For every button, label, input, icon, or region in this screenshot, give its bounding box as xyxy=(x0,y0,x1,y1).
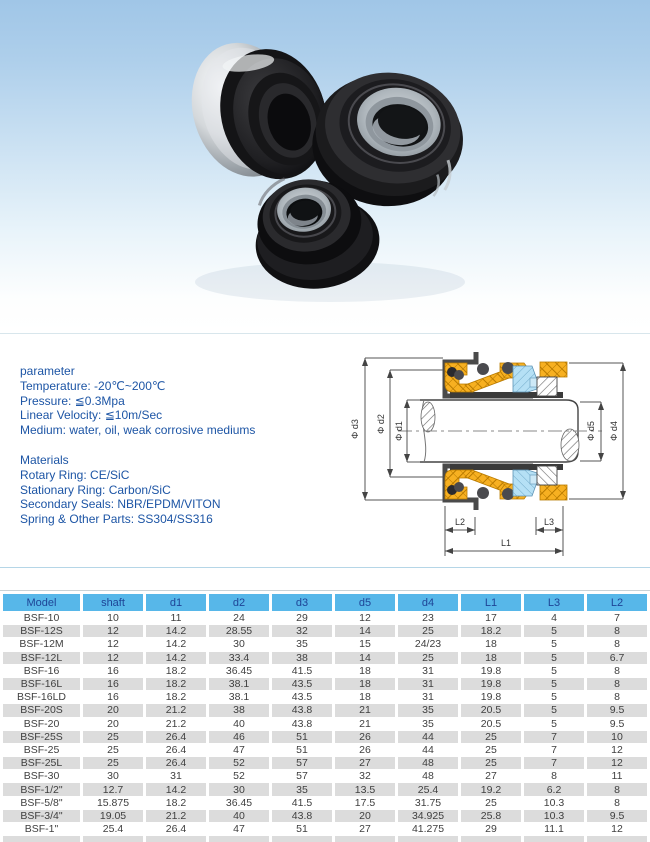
table-cell: 8 xyxy=(524,770,584,782)
dimension-label-L3: L3 xyxy=(543,517,555,527)
table-cell: 18 xyxy=(335,691,395,703)
table-cell: 24 xyxy=(209,612,269,624)
shaft-break-hatch-right xyxy=(561,429,579,461)
table-row xyxy=(3,836,647,842)
table-cell: 16 xyxy=(83,678,143,690)
table-cell: 5 xyxy=(524,704,584,716)
table-cell: 8 xyxy=(587,638,647,650)
spring-coil xyxy=(502,362,514,374)
table-cell: 47 xyxy=(209,744,269,756)
table-cell: 21.2 xyxy=(146,704,206,716)
table-cell: 12 xyxy=(335,612,395,624)
table-cell: 6.7 xyxy=(587,652,647,664)
table-cell: 31 xyxy=(146,770,206,782)
table-cell: 27 xyxy=(461,770,521,782)
specs-section xyxy=(0,334,650,568)
table-cell: 17.5 xyxy=(335,797,395,809)
table-cell: 11 xyxy=(587,770,647,782)
parameter-line: Medium: water, oil, weak corrosive mediums xyxy=(20,423,256,438)
table-cell: 31.75 xyxy=(398,797,458,809)
table-cell: BSF-30 xyxy=(3,770,80,782)
table-cell: 40 xyxy=(209,718,269,730)
table-cell: 25 xyxy=(83,731,143,743)
table-cell: 33.4 xyxy=(209,652,269,664)
table-cell: 32 xyxy=(272,625,332,637)
table-cell: 20.5 xyxy=(461,718,521,730)
elastomer-cup xyxy=(540,362,567,377)
table-cell: 16 xyxy=(83,665,143,677)
table-cell: 43.8 xyxy=(272,704,332,716)
table-cell: 51 xyxy=(272,731,332,743)
table-cell xyxy=(461,836,521,842)
seal-cross-section-diagram xyxy=(330,342,650,568)
table-cell xyxy=(209,836,269,842)
table-header-row xyxy=(3,594,647,611)
table-cell: 57 xyxy=(272,757,332,769)
table-cell xyxy=(272,836,332,842)
table-cell: 7 xyxy=(524,744,584,756)
table-cell: BSF-12S xyxy=(3,625,80,637)
table-cell: 13.5 xyxy=(335,783,395,795)
table-cell: 19.8 xyxy=(461,691,521,703)
product-photo-section xyxy=(0,0,650,334)
table-cell xyxy=(335,836,395,842)
table-cell xyxy=(587,836,647,842)
table-cell: 47 xyxy=(209,823,269,835)
table-cell: 5 xyxy=(524,665,584,677)
table-cell: 25 xyxy=(461,797,521,809)
table-cell: 12 xyxy=(587,823,647,835)
parameter-lines xyxy=(20,379,255,438)
table-cell: 15.875 xyxy=(83,797,143,809)
table-cell: 36.45 xyxy=(209,797,269,809)
table-cell: 41.5 xyxy=(272,665,332,677)
table-cell: 14.2 xyxy=(146,783,206,795)
table-cell: BSF-10 xyxy=(3,612,80,624)
table-cell: 12 xyxy=(83,638,143,650)
table-cell: 32 xyxy=(335,770,395,782)
table-cell: 9.5 xyxy=(587,718,647,730)
table-cell: 38 xyxy=(209,704,269,716)
table-cell: 26.4 xyxy=(146,744,206,756)
parameters-title: parameter xyxy=(20,364,75,378)
table-cell: 10.3 xyxy=(524,810,584,822)
table-cell: BSF-25S xyxy=(3,731,80,743)
table-cell: 7 xyxy=(587,612,647,624)
table-cell: 19.05 xyxy=(83,810,143,822)
table-cell: 5 xyxy=(524,652,584,664)
table-cell: 31 xyxy=(398,665,458,677)
table-cell: 7 xyxy=(524,757,584,769)
table-cell: 14.2 xyxy=(146,625,206,637)
table-cell: BSF-16LD xyxy=(3,691,80,703)
table-cell: 25 xyxy=(461,731,521,743)
table-cell: 26.4 xyxy=(146,731,206,743)
dimension-label-L1: L1 xyxy=(500,538,512,548)
table-cell: BSF-20S xyxy=(3,704,80,716)
table-cell: 8 xyxy=(587,691,647,703)
column-header: L2 xyxy=(587,594,647,611)
table-row xyxy=(3,823,647,835)
table-cell: 25.8 xyxy=(461,810,521,822)
table-row xyxy=(3,665,647,677)
column-header: d1 xyxy=(146,594,206,611)
table-cell: 21 xyxy=(335,718,395,730)
table-cell: 35 xyxy=(398,718,458,730)
table-cell: 8 xyxy=(587,665,647,677)
product-photo xyxy=(0,0,650,333)
table-cell: 43.8 xyxy=(272,810,332,822)
table-cell: 35 xyxy=(272,638,332,650)
column-header: d2 xyxy=(209,594,269,611)
table-row xyxy=(3,612,647,624)
seal-assembly-upper xyxy=(445,352,567,398)
table-cell: 29 xyxy=(272,612,332,624)
table-cell: 26 xyxy=(335,744,395,756)
material-line: Spring & Other Parts: SS304/SS316 xyxy=(20,512,213,527)
table-cell: 34.925 xyxy=(398,810,458,822)
table-cell: 14 xyxy=(335,625,395,637)
table-cell xyxy=(3,836,80,842)
table-row xyxy=(3,704,647,716)
table-cell: 17 xyxy=(461,612,521,624)
table-cell: 11 xyxy=(146,612,206,624)
table-cell: 26.4 xyxy=(146,823,206,835)
table-cell: BSF-12M xyxy=(3,638,80,650)
table-cell: 18 xyxy=(335,665,395,677)
table-cell: 10 xyxy=(587,731,647,743)
material-lines xyxy=(20,468,255,527)
table-cell: 19.8 xyxy=(461,665,521,677)
table-row xyxy=(3,744,647,756)
table-cell: BSF-25 xyxy=(3,744,80,756)
table-cell: 18.2 xyxy=(146,691,206,703)
table-cell: BSF-1" xyxy=(3,823,80,835)
parameter-line: Linear Velocity: ≦10m/Sec xyxy=(20,408,163,423)
table-cell: 35 xyxy=(272,783,332,795)
table-cell: 27 xyxy=(335,757,395,769)
table-cell: 8 xyxy=(587,783,647,795)
column-header: d5 xyxy=(335,594,395,611)
table-cell: 18.2 xyxy=(461,625,521,637)
spring-coil xyxy=(477,363,489,375)
table-cell: 16 xyxy=(83,691,143,703)
table-cell: 31 xyxy=(398,691,458,703)
table-cell: 52 xyxy=(209,770,269,782)
table-row xyxy=(3,638,647,650)
material-line: Rotary Ring: CE/SiC xyxy=(20,467,130,482)
table-cell: 51 xyxy=(272,744,332,756)
table-cell: 38.1 xyxy=(209,678,269,690)
table-cell: 5 xyxy=(524,718,584,730)
table-cell: 5 xyxy=(524,638,584,650)
table-cell: 6.2 xyxy=(524,783,584,795)
parameter-line: Pressure: ≦0.3Mpa xyxy=(20,393,125,408)
table-cell: 21.2 xyxy=(146,718,206,730)
table-cell: 20 xyxy=(83,718,143,730)
table-cell: 18 xyxy=(335,678,395,690)
table-cell: 20 xyxy=(83,704,143,716)
table-cell: 51 xyxy=(272,823,332,835)
table-cell: 14 xyxy=(335,652,395,664)
table-cell: BSF-1/2" xyxy=(3,783,80,795)
table-cell: 9.5 xyxy=(587,704,647,716)
table-cell: 11.1 xyxy=(524,823,584,835)
table-cell: 5 xyxy=(524,678,584,690)
table-row xyxy=(3,757,647,769)
table-cell: 21.2 xyxy=(146,810,206,822)
table-row xyxy=(3,678,647,690)
table-cell: 25 xyxy=(461,757,521,769)
table-cell: 25.4 xyxy=(398,783,458,795)
table-cell: 15 xyxy=(335,638,395,650)
table-row xyxy=(3,691,647,703)
table-cell: 8 xyxy=(587,678,647,690)
column-header: L3 xyxy=(524,594,584,611)
dimension-label-d4: Φ d4 xyxy=(609,421,619,441)
table-row xyxy=(3,625,647,637)
table-cell: 12 xyxy=(587,744,647,756)
table-cell: 18.2 xyxy=(146,797,206,809)
table-cell: 5 xyxy=(524,625,584,637)
dimension-label-d2: Φ d2 xyxy=(376,414,386,434)
table-cell: 41.275 xyxy=(398,823,458,835)
table-cell: BSF-12L xyxy=(3,652,80,664)
table-cell: BSF-3/4" xyxy=(3,810,80,822)
table-cell: 57 xyxy=(272,770,332,782)
dimension-label-d1: Φ d1 xyxy=(394,421,404,441)
table-cell: 35 xyxy=(398,704,458,716)
table-cell: 10 xyxy=(83,612,143,624)
table-cell: 44 xyxy=(398,744,458,756)
table-cell: 4 xyxy=(524,612,584,624)
table-row xyxy=(3,652,647,664)
table-cell: 48 xyxy=(398,770,458,782)
table-cell: 40 xyxy=(209,810,269,822)
table-cell: 30 xyxy=(83,770,143,782)
table-cell: 12 xyxy=(587,757,647,769)
table-cell xyxy=(524,836,584,842)
table-cell: 14.2 xyxy=(146,652,206,664)
table-cell: 10.3 xyxy=(524,797,584,809)
table-cell: 38 xyxy=(272,652,332,664)
table-cell: 18 xyxy=(461,638,521,650)
dimension-label-d5: Φ d5 xyxy=(586,421,596,441)
table-cell: 8 xyxy=(587,797,647,809)
table-cell: BSF-5/8" xyxy=(3,797,80,809)
table-cell: BSF-25L xyxy=(3,757,80,769)
table-cell: 25 xyxy=(398,625,458,637)
table-cell: BSF-16 xyxy=(3,665,80,677)
table-top-divider xyxy=(0,590,650,591)
table-cell: 25 xyxy=(83,744,143,756)
table-cell: 19.2 xyxy=(461,783,521,795)
table-cell: 52 xyxy=(209,757,269,769)
table-cell: 30 xyxy=(209,638,269,650)
table-cell: 5 xyxy=(524,691,584,703)
table-cell: 12 xyxy=(83,652,143,664)
table-cell: 43.8 xyxy=(272,718,332,730)
table-cell: 43.5 xyxy=(272,678,332,690)
table-cell: 46 xyxy=(209,731,269,743)
table-cell: 25 xyxy=(83,757,143,769)
table-cell: 41.5 xyxy=(272,797,332,809)
column-header: shaft xyxy=(83,594,143,611)
table-cell: 25 xyxy=(398,652,458,664)
table-row xyxy=(3,810,647,822)
table-cell: 25.4 xyxy=(83,823,143,835)
table-cell: BSF-16L xyxy=(3,678,80,690)
table-cell: 38.1 xyxy=(209,691,269,703)
table-cell: 24/23 xyxy=(398,638,458,650)
table-cell: 36.45 xyxy=(209,665,269,677)
table-cell: 18 xyxy=(461,652,521,664)
table-row xyxy=(3,783,647,795)
table-cell: 18.2 xyxy=(146,678,206,690)
table-cell: 25 xyxy=(461,744,521,756)
table-cell xyxy=(398,836,458,842)
table-cell: 14.2 xyxy=(146,638,206,650)
table-cell xyxy=(83,836,143,842)
table-row xyxy=(3,718,647,730)
table-cell: 7 xyxy=(524,731,584,743)
table-cell: BSF-20 xyxy=(3,718,80,730)
spec-table xyxy=(0,593,650,842)
table-cell: 9.5 xyxy=(587,810,647,822)
dimension-label-d3: Φ d3 xyxy=(350,419,360,439)
parameters-block xyxy=(20,364,255,527)
table-cell: 48 xyxy=(398,757,458,769)
table-cell: 23 xyxy=(398,612,458,624)
table-cell: 12.7 xyxy=(83,783,143,795)
table-cell: 26.4 xyxy=(146,757,206,769)
table-cell: 30 xyxy=(209,783,269,795)
column-header: d4 xyxy=(398,594,458,611)
spacer xyxy=(20,438,255,453)
table-cell: 18.2 xyxy=(146,665,206,677)
materials-title: Materials xyxy=(20,452,69,467)
rotary-ring xyxy=(537,377,557,396)
table-cell: 29 xyxy=(461,823,521,835)
table-cell: 26 xyxy=(335,731,395,743)
table-cell: 27 xyxy=(335,823,395,835)
table-cell: 31 xyxy=(398,678,458,690)
table-cell: 20 xyxy=(335,810,395,822)
material-line: Secondary Seals: NBR/EPDM/VITON xyxy=(20,497,221,512)
table-cell: 28.55 xyxy=(209,625,269,637)
dimension-label-L2: L2 xyxy=(454,517,466,527)
seal-photo-back-left xyxy=(176,23,341,199)
diagram-shaft xyxy=(398,400,602,462)
column-header: d3 xyxy=(272,594,332,611)
table-cell: 21 xyxy=(335,704,395,716)
table-row xyxy=(3,770,647,782)
material-line: Stationary Ring: Carbon/SiC xyxy=(20,482,171,497)
column-header: Model xyxy=(3,594,80,611)
table-row xyxy=(3,731,647,743)
column-header: L1 xyxy=(461,594,521,611)
table-cell: 44 xyxy=(398,731,458,743)
table-row xyxy=(3,797,647,809)
table-cell: 8 xyxy=(587,625,647,637)
table-cell xyxy=(146,836,206,842)
parameter-line: Temperature: -20℃~200℃ xyxy=(20,378,166,393)
table-cell: 20.5 xyxy=(461,704,521,716)
shaft-break-hatch-left xyxy=(421,402,435,432)
table-cell: 12 xyxy=(83,625,143,637)
table-cell: 19.8 xyxy=(461,678,521,690)
table-cell: 43.5 xyxy=(272,691,332,703)
